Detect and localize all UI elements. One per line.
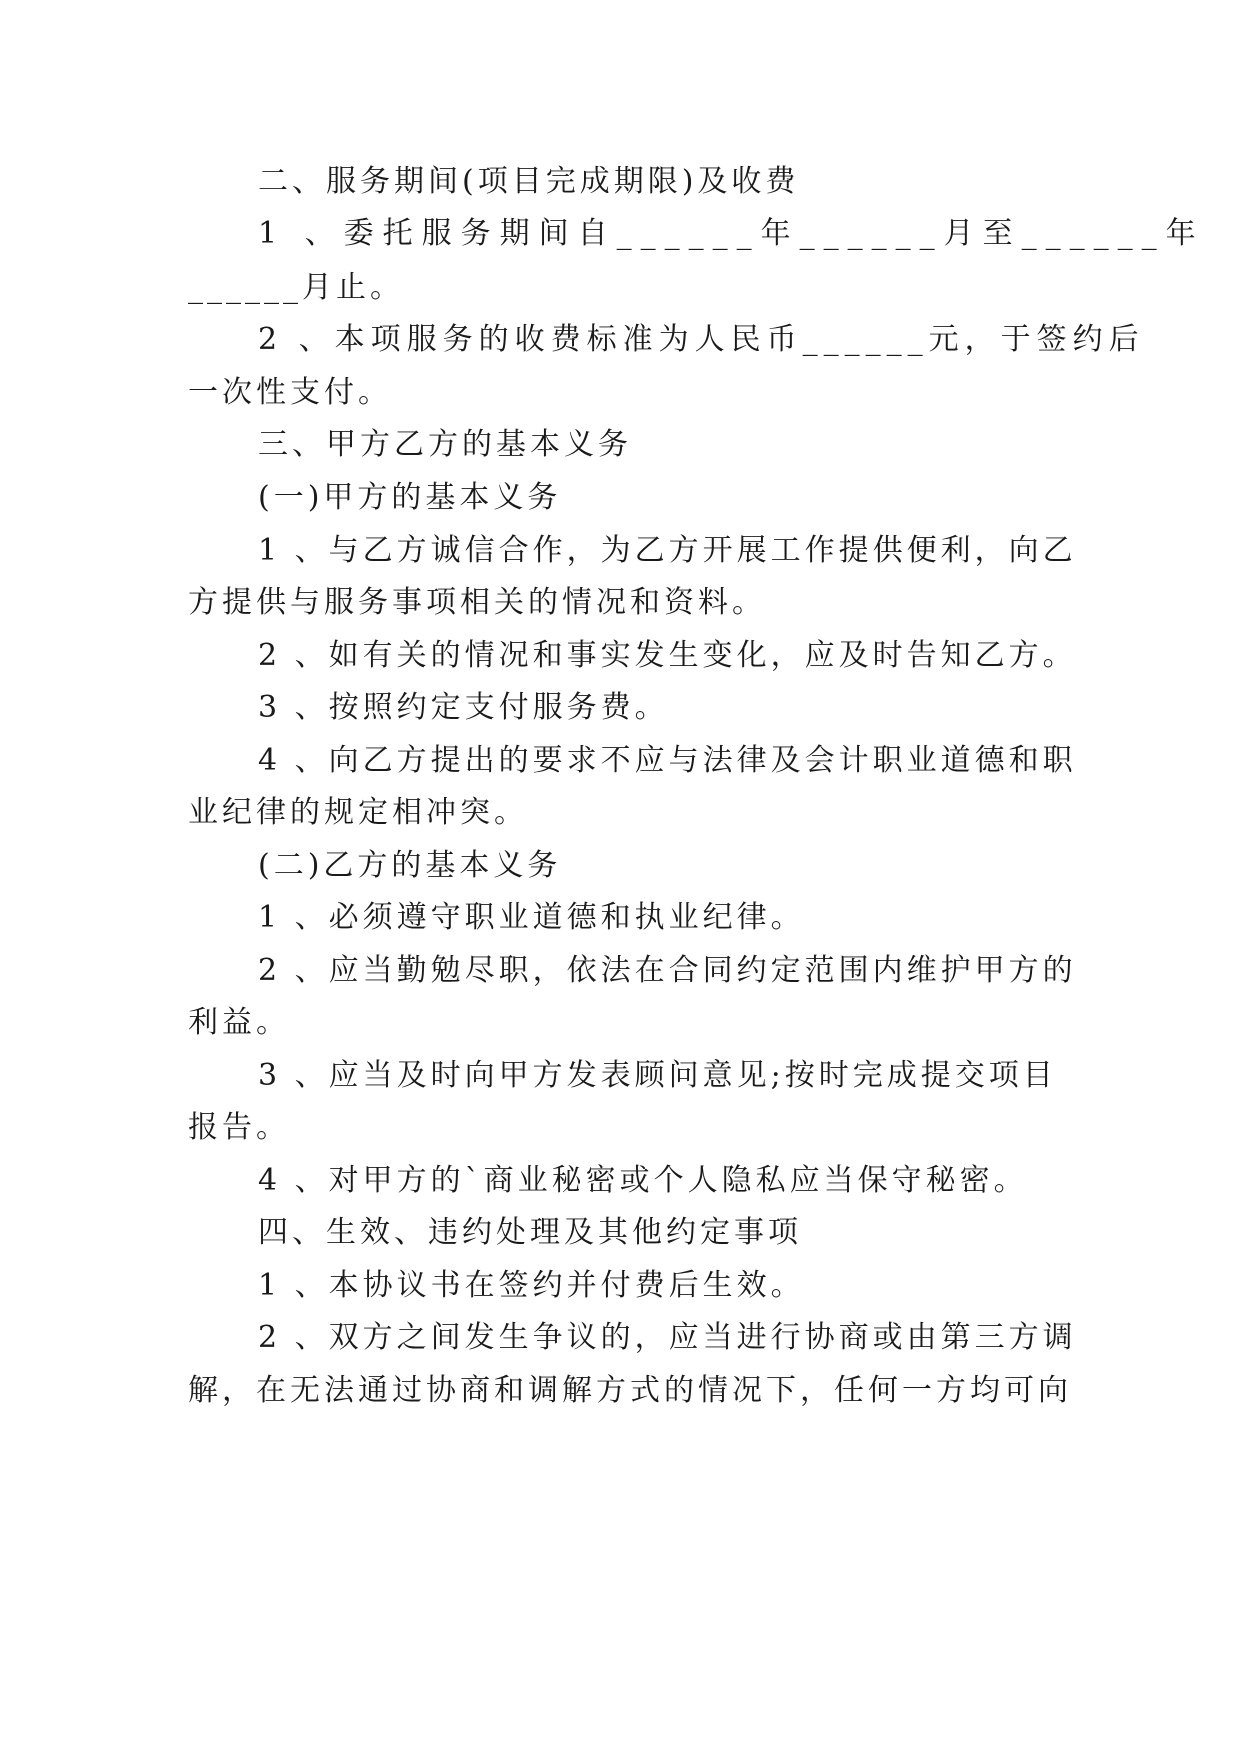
clause-b-3-line-2: 报告。 [188, 1110, 290, 1145]
clause-2-1-line-1: 1 、委托服务期间自______年______月至______年 [258, 216, 1205, 251]
clause-2-2-line-2: 一次性支付。 [188, 375, 392, 410]
clause-a-3: 3 、按照约定支付服务费。 [258, 690, 669, 725]
clause-a-1-line-1: 1 、与乙方诚信合作，为乙方开展工作提供便利，向乙 [258, 533, 1077, 568]
clause-4-1: 1 、本协议书在签约并付费后生效。 [258, 1268, 805, 1303]
section-heading-obligations: 三、甲方乙方的基本义务 [258, 427, 632, 462]
subsection-heading-party-a: (一)甲方的基本义务 [258, 480, 562, 515]
subsection-heading-party-b: (二)乙方的基本义务 [258, 848, 562, 883]
clause-b-1: 1 、必须遵守职业道德和执业纪律。 [258, 900, 805, 935]
section-heading-effectiveness: 四、生效、违约处理及其他约定事项 [258, 1215, 802, 1250]
clause-a-4-line-2: 业纪律的规定相冲突。 [188, 795, 528, 830]
clause-a-4-line-1: 4 、向乙方提出的要求不应与法律及会计职业道德和职 [258, 743, 1077, 778]
clause-4-2-line-2: 解，在无法通过协商和调解方式的情况下，任何一方均可向 [188, 1373, 1072, 1408]
clause-a-2: 2 、如有关的情况和事实发生变化，应及时告知乙方。 [258, 638, 1077, 673]
clause-b-3-line-1: 3 、应当及时向甲方发表顾问意见;按时完成提交项目 [258, 1058, 1057, 1093]
section-heading-service-period: 二、服务期间(项目完成期限)及收费 [258, 164, 800, 199]
clause-2-1-line-2: ______月止。 [188, 270, 404, 305]
clause-2-2-line-1: 2 、本项服务的收费标准为人民币______元，于签约后 [258, 322, 1145, 357]
clause-b-2-line-2: 利益。 [188, 1005, 290, 1040]
clause-4-2-line-1: 2 、双方之间发生争议的，应当进行协商或由第三方调 [258, 1320, 1077, 1355]
clause-b-4: 4 、对甲方的`商业秘密或个人隐私应当保守秘密。 [258, 1163, 1028, 1198]
clause-a-1-line-2: 方提供与服务事项相关的情况和资料。 [188, 585, 766, 620]
clause-b-2-line-1: 2 、应当勤勉尽职，依法在合同约定范围内维护甲方的 [258, 953, 1077, 988]
